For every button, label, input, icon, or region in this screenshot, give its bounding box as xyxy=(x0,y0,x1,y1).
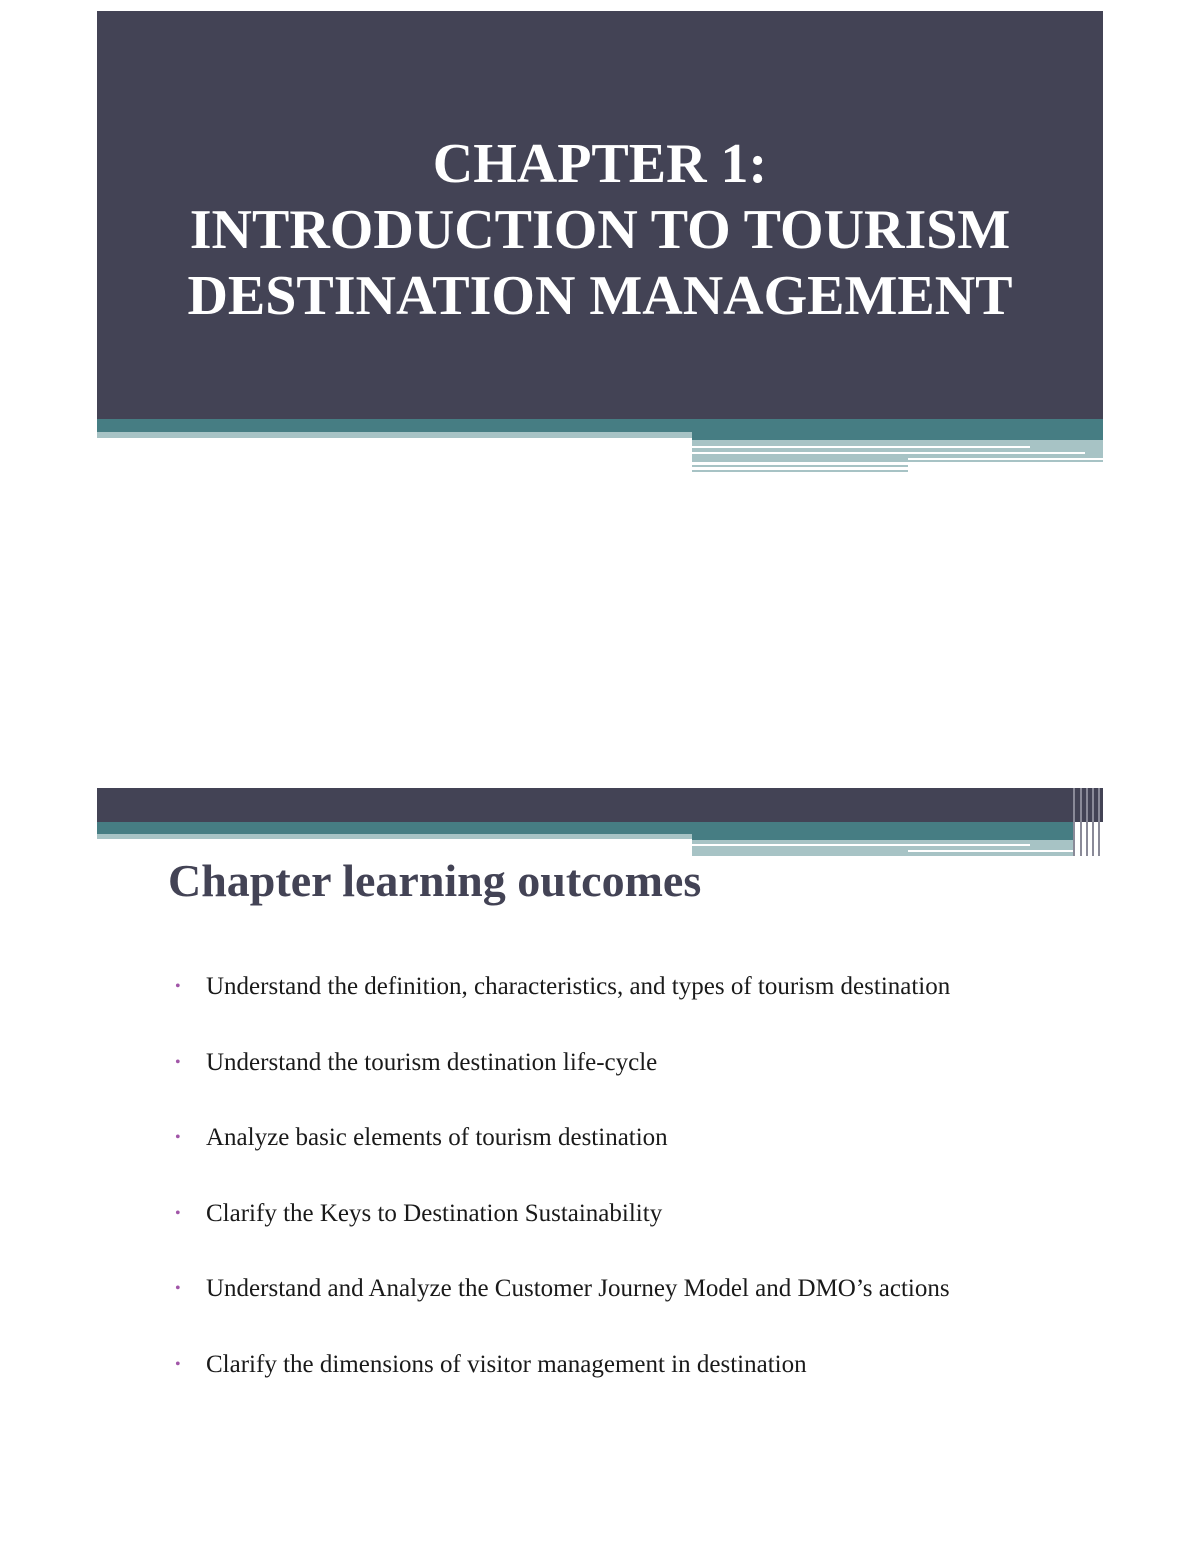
outcome-text: Clarify the dimensions of visitor management in destination xyxy=(206,1350,807,1378)
chapter-title-line-3: DESTINATION MANAGEMENT xyxy=(187,265,1013,327)
accent-band-dark xyxy=(97,822,1073,834)
accent-line xyxy=(908,458,1103,460)
bullet-icon: • xyxy=(175,1053,181,1071)
accent-line xyxy=(692,446,1030,448)
stripe-line xyxy=(1092,788,1094,856)
list-item xyxy=(175,1270,950,1346)
outcome-text: Analyze basic elements of tourism destination xyxy=(206,1124,668,1151)
bullet-icon: • xyxy=(175,1129,181,1146)
stripe-line xyxy=(1098,788,1100,856)
list-item xyxy=(175,968,950,1044)
title-slide-header xyxy=(97,11,1103,419)
stripe-line xyxy=(1080,788,1082,856)
accent-line xyxy=(908,850,1073,852)
stripe-line xyxy=(1073,788,1075,856)
outcome-text: Clarify the Keys to Destination Sustainability xyxy=(206,1199,663,1227)
outcomes-slide-header-bar xyxy=(97,788,1103,822)
outcomes-list xyxy=(175,968,950,1421)
bullet-icon: • xyxy=(175,978,181,995)
outcome-text: Understand and Analyze the Customer Journey Model and DMO’s actions xyxy=(206,1275,950,1302)
accent-line xyxy=(692,465,908,467)
accent-band-dark xyxy=(97,419,1103,432)
outcome-text: Understand the definition, characteristics, and types of tourism destination xyxy=(206,973,951,1000)
chapter-title-line-1: CHAPTER 1: xyxy=(432,133,768,195)
chapter-title-line-2: INTRODUCTION TO TOURISM xyxy=(189,199,1011,261)
accent-band-light-left xyxy=(97,432,692,438)
bullet-icon: • xyxy=(175,1355,181,1373)
accent-line xyxy=(692,844,1030,846)
list-item xyxy=(175,1346,950,1422)
bullet-icon: • xyxy=(175,1204,181,1222)
chapter-title xyxy=(187,131,1012,329)
accent-line xyxy=(692,470,908,472)
accent-band-light-left xyxy=(97,834,692,839)
accent-band-light-right xyxy=(692,840,1073,856)
outcome-text: Understand the tourism destination life-cycle xyxy=(206,1048,658,1076)
accent-line xyxy=(692,452,1085,454)
list-item xyxy=(175,1044,950,1120)
bullet-icon: • xyxy=(175,1280,181,1297)
stripe-line xyxy=(1086,788,1088,856)
list-item xyxy=(175,1195,950,1271)
outcomes-heading: Chapter learning outcomes xyxy=(168,855,702,906)
accent-band-dark-right xyxy=(692,432,1103,440)
list-item xyxy=(175,1119,950,1195)
